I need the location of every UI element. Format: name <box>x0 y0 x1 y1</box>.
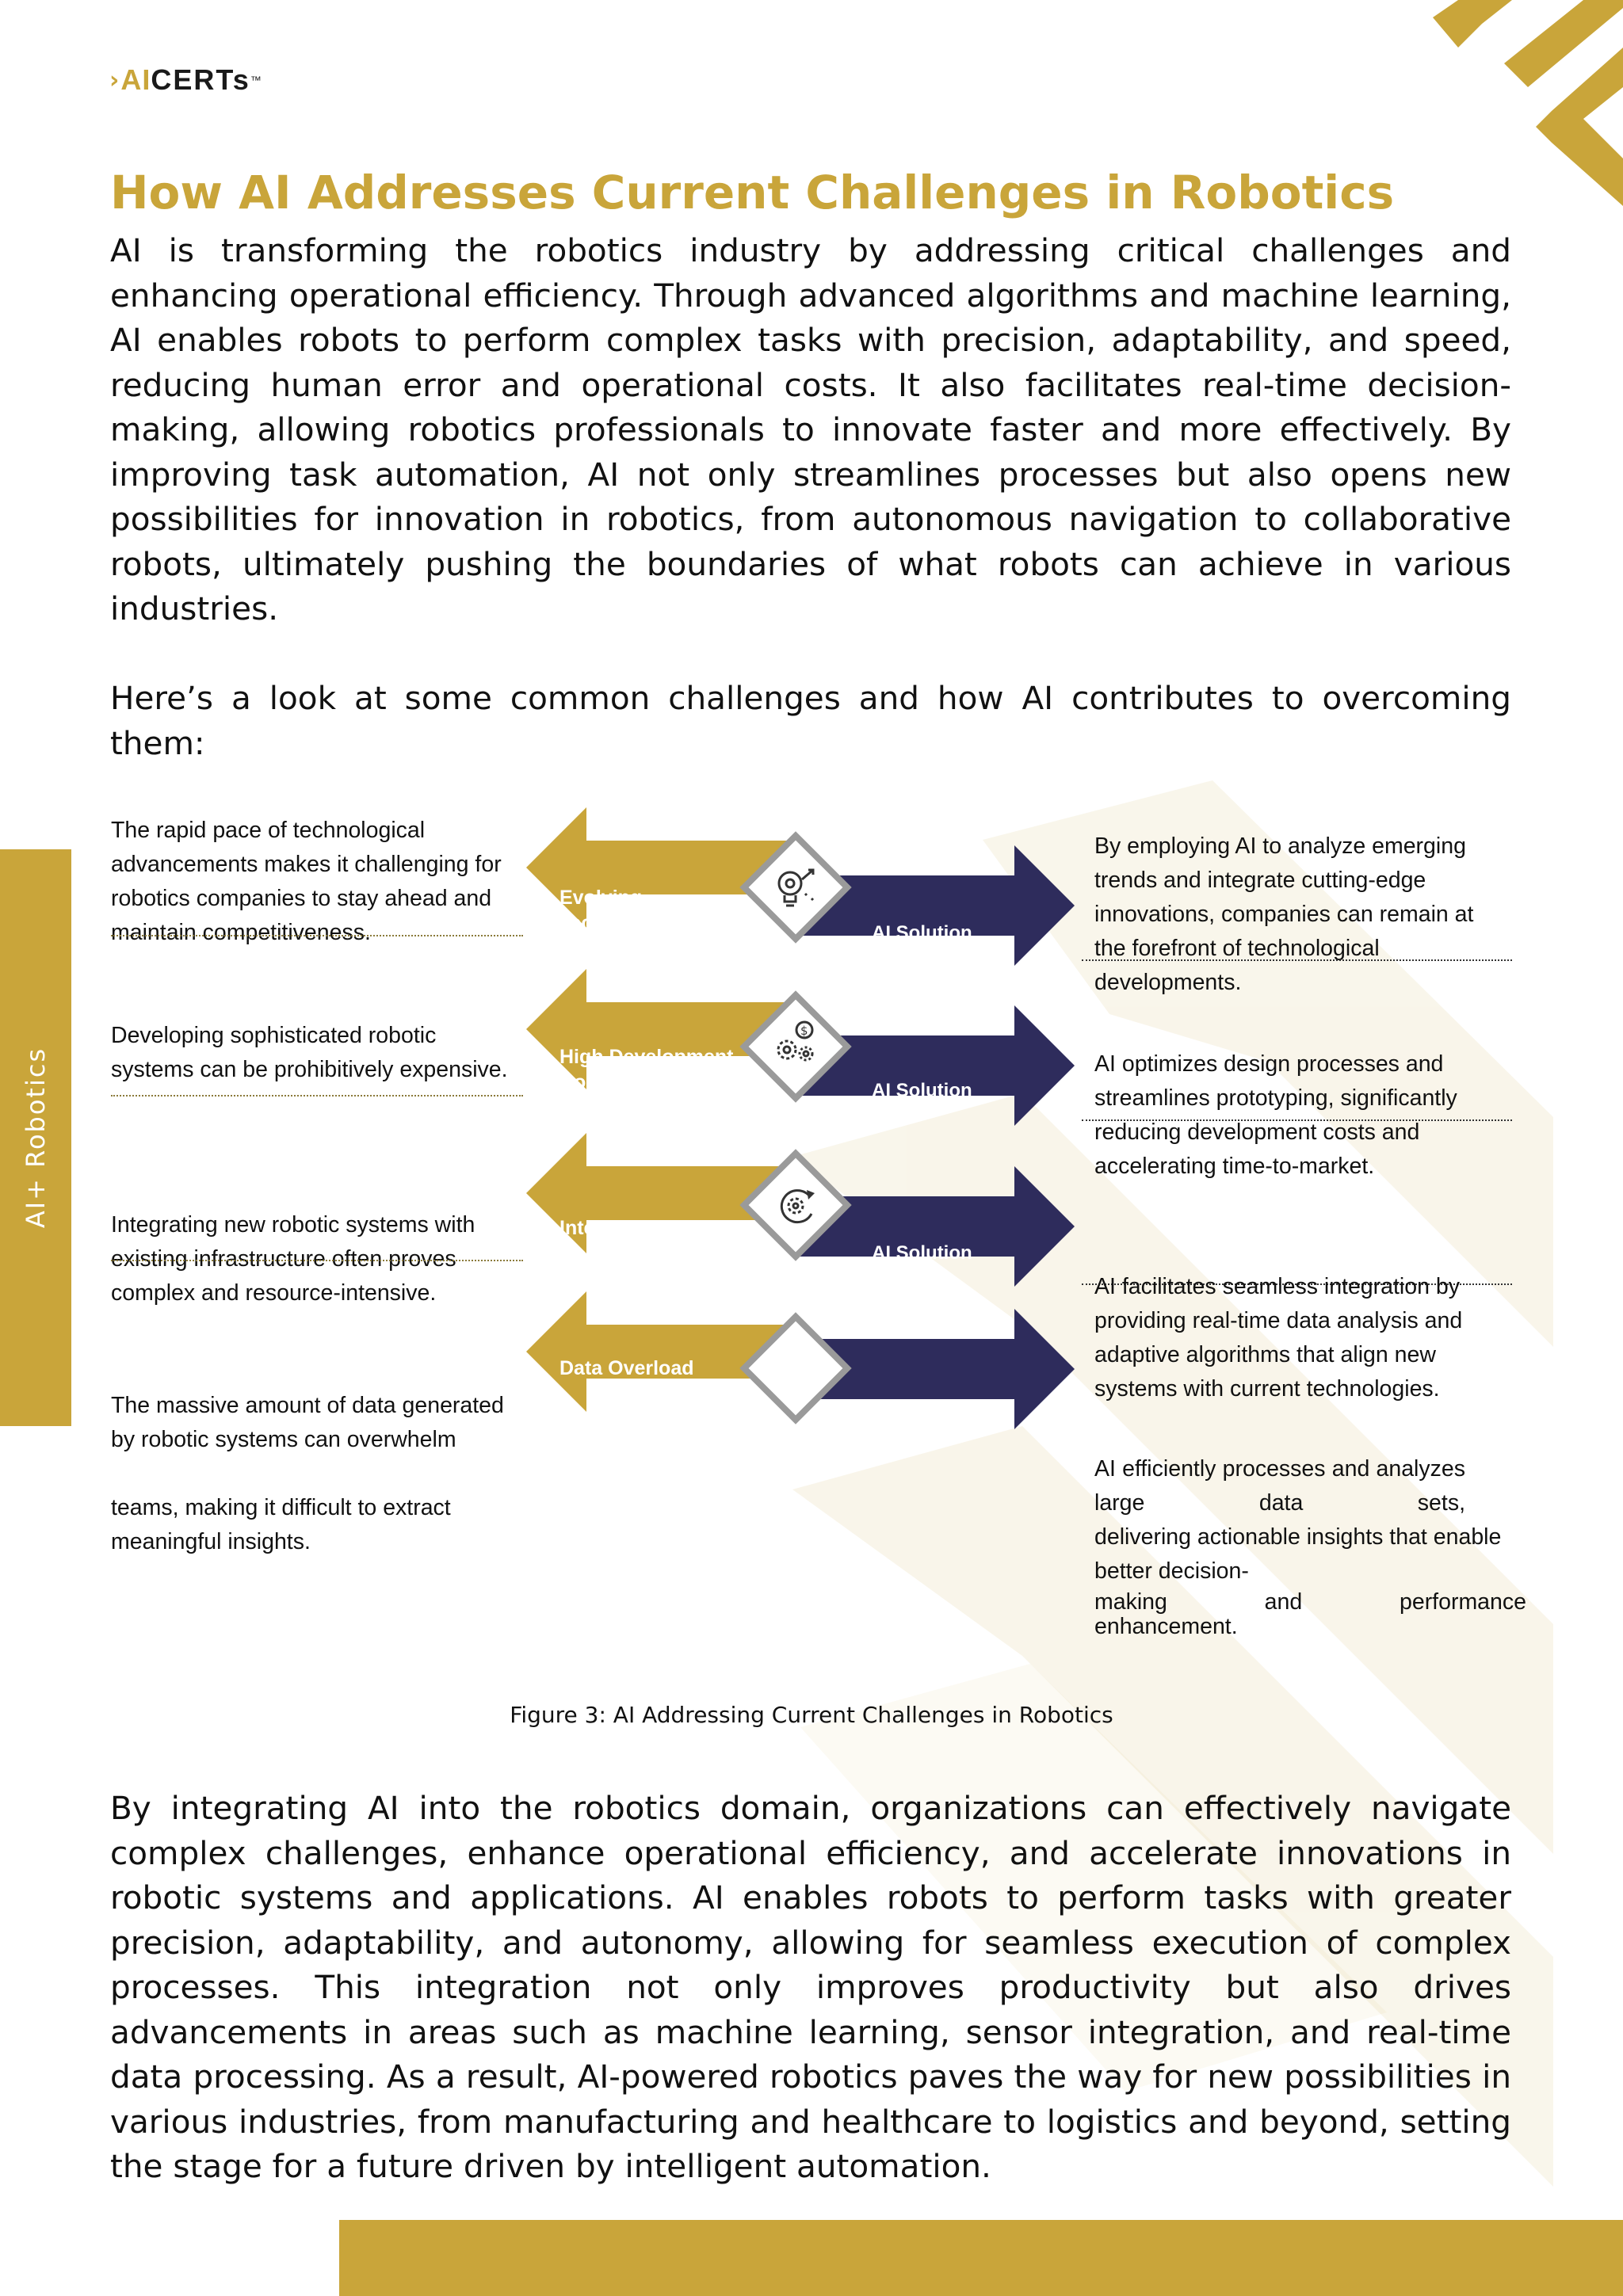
solution-text: By employing AI to analyze emerging trends and integrate cutting-edge innovations, companies can remain at the forefront of technological developments. <box>1094 833 1474 995</box>
logo-trademark: ™ <box>250 74 262 86</box>
dotted-divider <box>111 1095 523 1097</box>
dotted-divider <box>111 1260 523 1261</box>
challenge-text: Integrating new robotic systems with existing infrastructure often proves complex and resource-intensive. <box>111 1212 475 1306</box>
solution-text: AI efficiently processes and analyzes large data sets, <box>1094 1456 1465 1516</box>
solution-arrow <box>792 1166 1075 1287</box>
challenge-arrow-label: Integration Issues <box>559 1217 729 1239</box>
solution-text: enhancement. <box>1094 1614 1238 1639</box>
challenge-text: teams, making it difficult to extract meaningful insights. <box>111 1495 451 1554</box>
page-title: How AI Addresses Current Challenges in Robotics <box>110 166 1395 219</box>
dotted-divider <box>1082 1119 1512 1121</box>
solution-text: AI optimizes design processes and streamlines prototyping, significantly reducing development costs and accelerating time-to-market. <box>1094 1051 1457 1179</box>
logo-certs-text: CERTs <box>151 63 250 96</box>
challenge-arrow-label: Data Overload <box>559 1357 694 1379</box>
challenge-arrow <box>526 1291 792 1412</box>
intro-paragraph: AI is transforming the robotics industry by addressing critical challenges and enhancing operational efficiency. Through advanced algorithms and machine learning, AI enables robots to perform complex tasks with precision, adaptability, and speed, reducing human error and operational costs. It also facilitates real-time decision-making, allowing robotics professionals to innovate faster and more effectively. By improving task automation, AI not only streamlines processes but also opens new possibilities for innovation in robotics, from autonomous navigation to collaborative robots, ultimately pushing the boundaries of what robots can achieve in various industries. <box>110 231 1511 627</box>
dotted-divider <box>1082 959 1512 961</box>
solution-text: delivering actionable insights that enable better decision- <box>1094 1524 1502 1584</box>
challenge-text: The rapid pace of technological advancements makes it challenging for robotics companies to stay ahead and maintain competitiveness. <box>111 818 502 945</box>
solution-text: making and performance <box>1094 1589 1526 1615</box>
lead-paragraph: Here’s a look at some common challenges and how AI contributes to overcoming them: <box>110 679 1511 762</box>
figure-caption: Figure 3: AI Addressing Current Challenges in Robotics <box>510 1702 1113 1728</box>
svg-text:$: $ <box>800 1024 808 1038</box>
side-tab-label: AI+ Robotics <box>21 1047 51 1229</box>
solution-arrow-label: AI Solution <box>872 1080 972 1101</box>
solution-text: AI facilitates seamless integration by providing real-time data analysis and adaptive algorithms that align new systems with current technologies. <box>1094 1274 1463 1402</box>
challenge-arrow-label: Evolving Technologies <box>559 887 686 934</box>
solution-arrow-label: AI Solution <box>872 922 972 944</box>
logo-chevron-icon: › <box>109 66 120 94</box>
footer-bar <box>339 2220 1623 2296</box>
solution-arrow-label: AI Solution <box>872 1242 972 1264</box>
challenge-text: The massive amount of data generated by robotic systems can overwhelm <box>111 1393 504 1452</box>
solution-arrow <box>792 1005 1075 1126</box>
logo-ai-text: AI <box>120 63 151 96</box>
dotted-divider <box>111 935 523 936</box>
challenge-text: Developing sophisticated robotic systems can be prohibitively expensive. <box>111 1023 508 1082</box>
challenge-arrow-label: High Development Costs <box>559 1046 734 1093</box>
conclusion-paragraph: By integrating AI into the robotics domain, organizations can effectively navigate complex challenges, enhance operational efficiency, and accelerate innovations in robotic systems and applications. AI enables robots to perform tasks with greater precision, adaptability, and autonomy, allowing for seamless execution of complex processes. This integration not only improves productivity but also drives advancements in areas such as machine learning, sensor integration, and real-time data processing. As a result, AI-powered robotics paves the way for new possibilities in various industries, from manufacturing and healthcare to logistics and beyond, setting the stage for a future driven by intelligent automation. <box>110 1789 1511 2185</box>
solution-arrow <box>792 845 1075 966</box>
